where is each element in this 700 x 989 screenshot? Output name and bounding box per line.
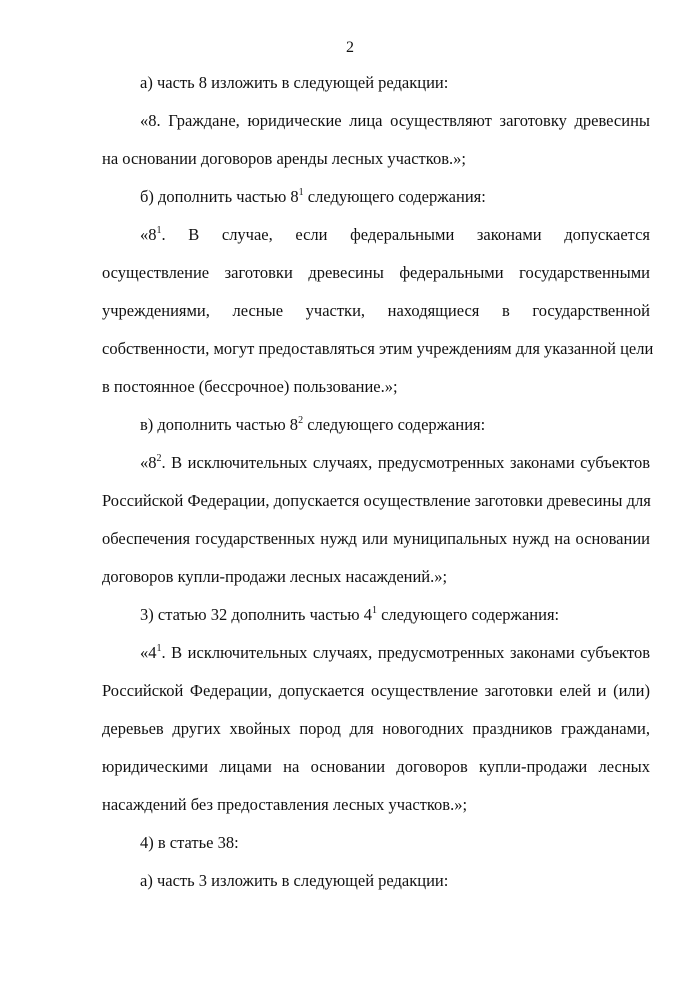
superscript: 1: [298, 187, 304, 198]
paragraph-line: [140, 452, 650, 474]
paragraph-line: «8. Граждане, юридические лица осуществляют заготовку древесины: [140, 111, 650, 130]
paragraph-line: 4) в статье 38:: [140, 833, 239, 852]
paragraph-line: обеспечения государственных нужд или муниципальных нужд на основании: [102, 529, 650, 548]
line-text: «8: [140, 225, 157, 244]
paragraph-line: собственности, могут предоставляться этим учреждениям для указанной цели: [102, 339, 654, 358]
paragraph-line: [140, 414, 650, 436]
line-text: б) дополнить частью 8: [140, 187, 299, 206]
superscript: 1: [156, 643, 162, 654]
paragraph-line: Российской Федерации, допускается осуществление заготовки елей и (или): [102, 681, 650, 700]
paragraph-line: осуществление заготовки древесины федеральными государственными: [102, 263, 650, 282]
line-text: следующего содержания:: [303, 187, 486, 206]
paragraph-line: Российской Федерации, допускается осуществление заготовки древесины для: [102, 491, 651, 510]
paragraph-line: [140, 604, 650, 626]
superscript: 2: [156, 453, 162, 464]
superscript: 2: [298, 415, 304, 426]
superscript: 1: [371, 605, 377, 616]
paragraph-line: юридическими лицами на основании договоров купли-продажи лесных: [102, 757, 650, 776]
line-text: в) дополнить частью 8: [140, 415, 299, 434]
page-number: 2: [346, 39, 354, 56]
paragraph-line: договоров купли-продажи лесных насаждений.»;: [102, 567, 448, 586]
line-text: . В случае, если федеральными законами допускается: [161, 225, 650, 244]
paragraph-line: на основании договоров аренды лесных участков.»;: [102, 149, 466, 168]
line-text: «8: [140, 453, 157, 472]
line-text: . В исключительных случаях, предусмотренных законами субъектов: [161, 453, 650, 472]
paragraph-line: деревьев других хвойных пород для новогодних праздников гражданами,: [102, 719, 650, 738]
paragraph-line: насаждений без предоставления лесных участков.»;: [102, 795, 468, 814]
line-text: следующего содержания:: [303, 415, 486, 434]
paragraph-line: в постоянное (бессрочное) пользование.»;: [102, 377, 398, 396]
line-text: . В исключительных случаях, предусмотренных законами субъектов: [161, 643, 650, 662]
line-text: «4: [140, 643, 157, 662]
paragraph-line: а) часть 8 изложить в следующей редакции:: [140, 73, 449, 92]
paragraph-line: [140, 224, 650, 246]
paragraph-line: [140, 186, 650, 208]
superscript: 1: [156, 225, 162, 236]
paragraph-line: [140, 642, 650, 664]
line-text: 3) статью 32 дополнить частью 4: [140, 605, 372, 624]
paragraph-line: а) часть 3 изложить в следующей редакции:: [140, 871, 449, 890]
line-text: следующего содержания:: [376, 605, 560, 624]
paragraph-line: учреждениями, лесные участки, находящиеся в государственной: [102, 301, 650, 320]
